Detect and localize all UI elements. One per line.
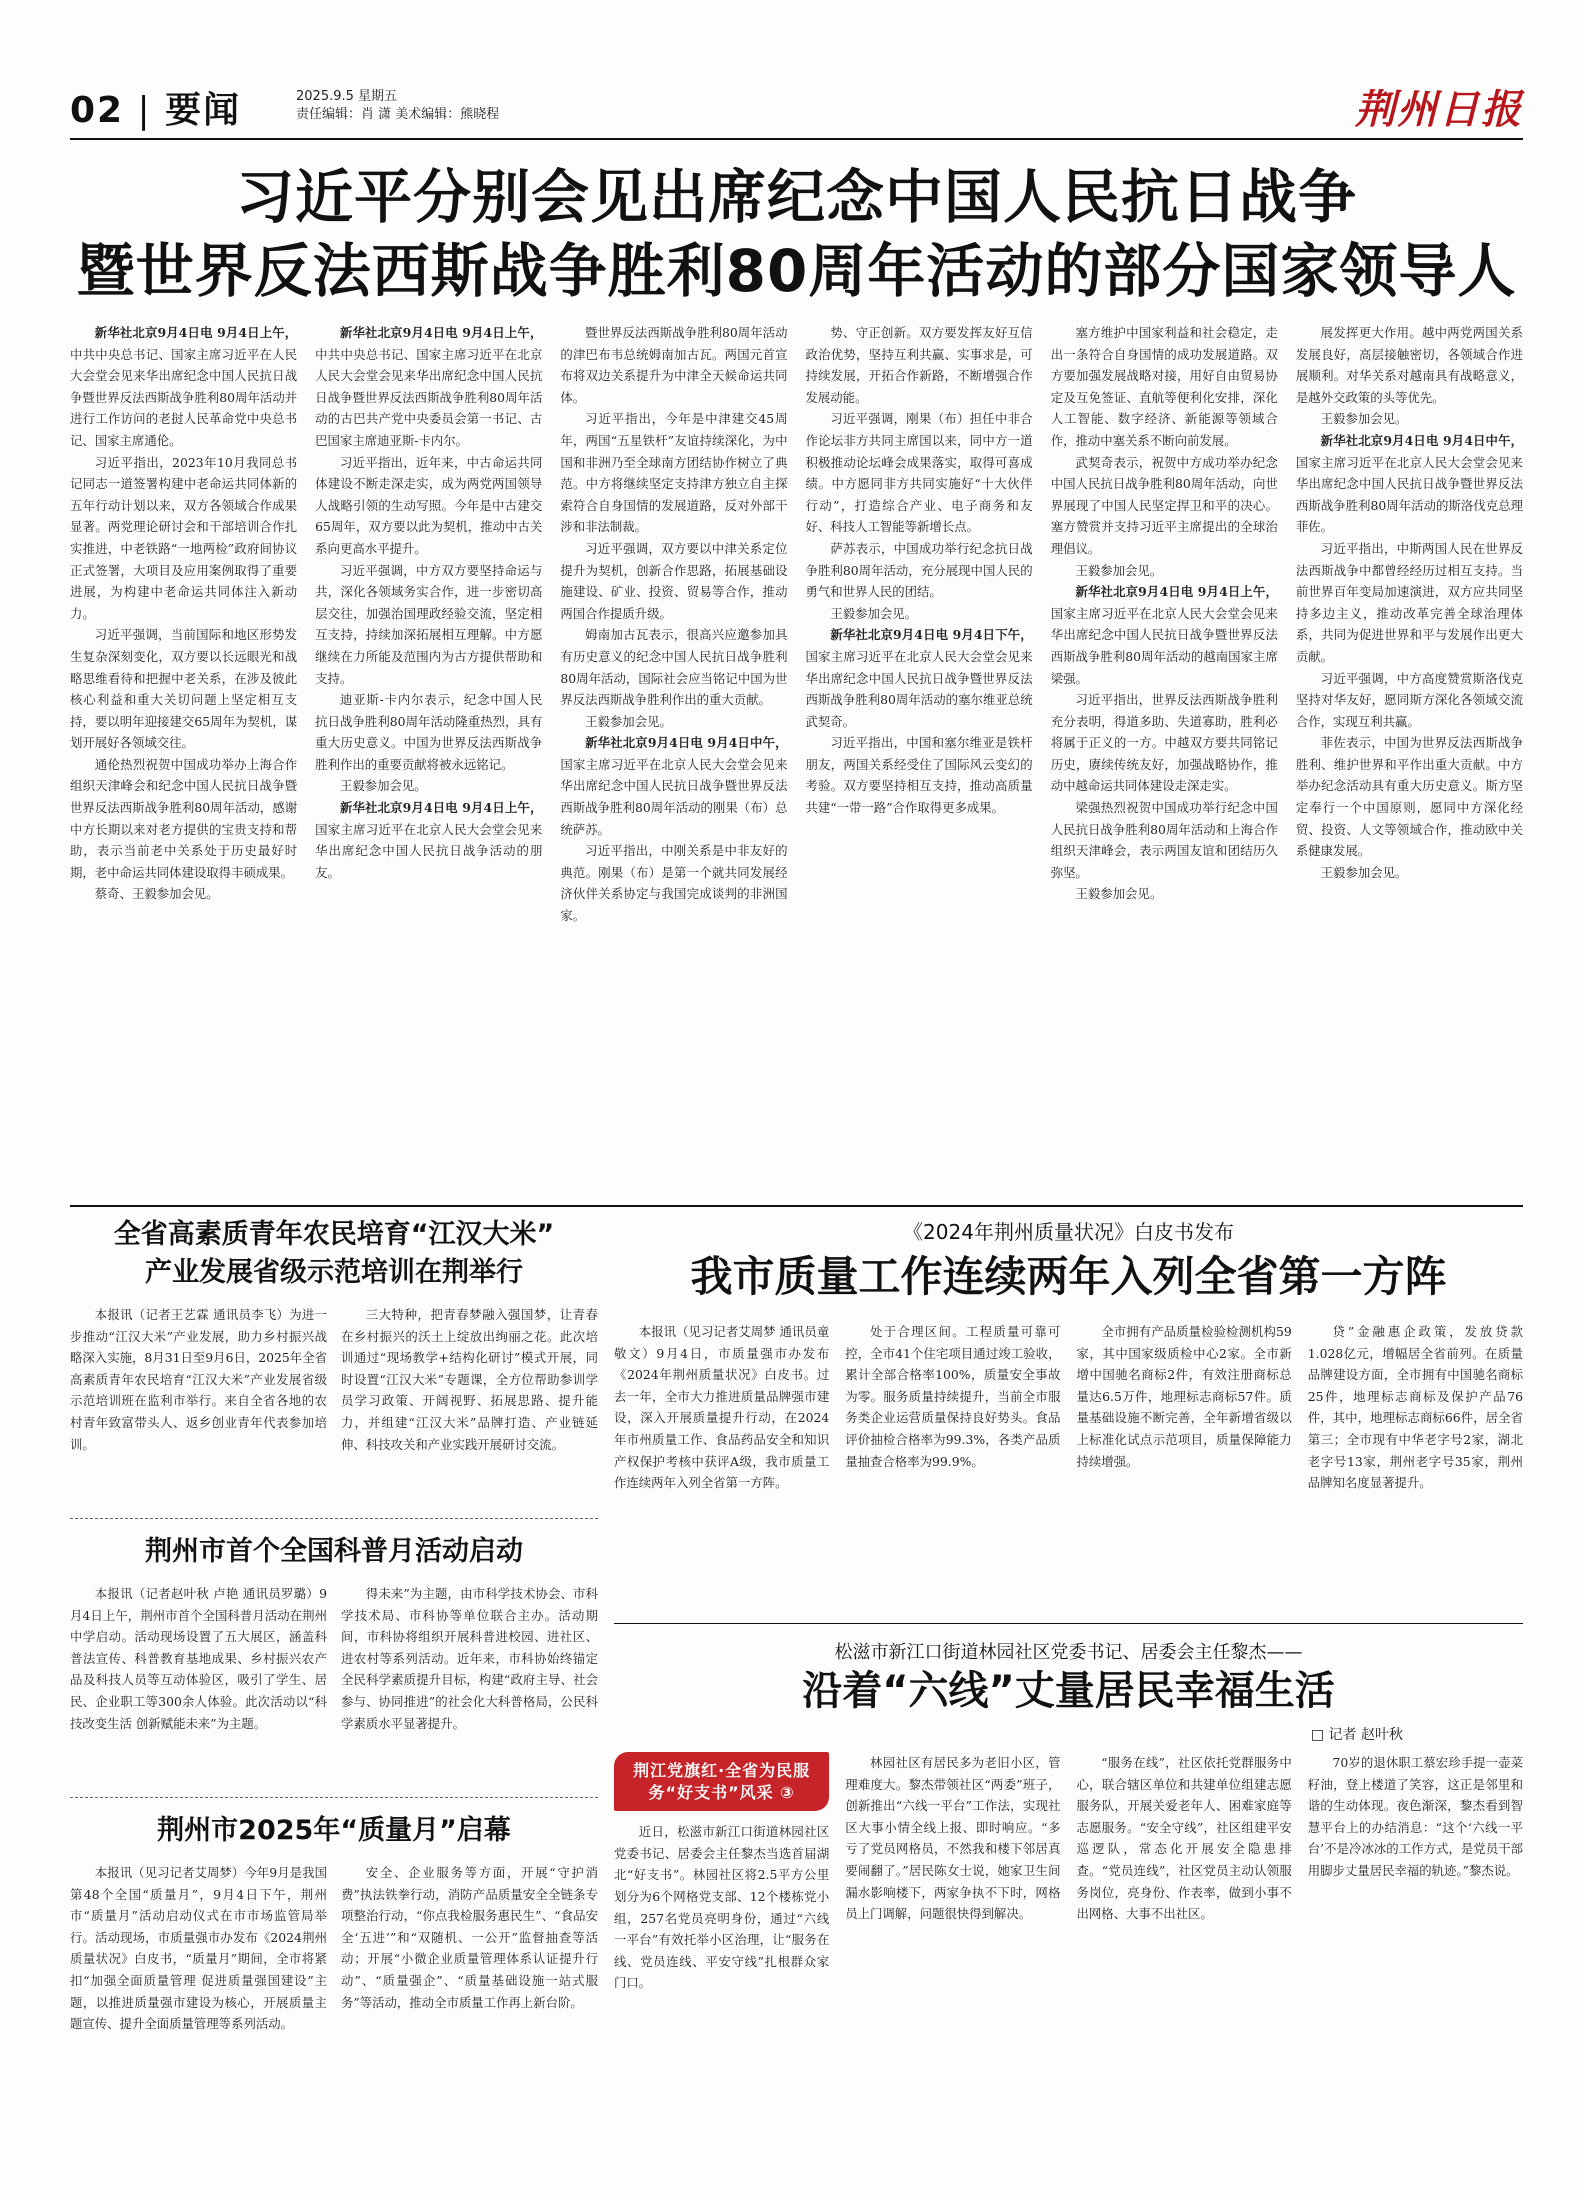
page-section-label: 02 | 要闻 [70, 90, 242, 131]
issue-info [296, 88, 499, 124]
story-body [614, 1752, 1523, 2182]
story-column [341, 1583, 598, 1783]
page-number: 02 [70, 90, 125, 131]
paragraph: 新华社北京9月4日电 9月4日下午，国家主席习近平在北京人民大会堂会见来华出席纪念中国人民抗日战争暨世界反法西斯战争胜利80周年活动的塞尔维亚总统武契奇。 [805, 627, 1033, 729]
story-headline: 荆州市首个全国科普月活动启动 [145, 1536, 523, 1567]
story-column [1077, 1321, 1292, 1601]
paragraph: 通伦热烈祝贺中国成功举办上海合作组织天津峰会和纪念中国人民抗日战争暨世界反法西斯战争胜利80周年活动，感谢中方长期以来对老方提供的宝贵支持和帮助，表示当前老中关系处于历史最好时期，老中命运共同体建设取得丰硕成果。 [70, 756, 298, 880]
paragraph: 王毅参加会见。 [585, 713, 672, 729]
paragraph: 新华社北京9月4日电 9月4日上午，中共中央总书记、国家主席习近平在北京人民大会堂会见来华出席纪念中国人民抗日战争暨世界反法西斯战争胜利80周年活动的古巴共产党中央委员会第一书记、古巴国家主席迪亚斯-卡内尔。 [315, 325, 543, 448]
paragraph: “服务在线”，社区依托党群服务中心，联合辖区单位和共建单位组建志愿服务队，开展关爱老年人、困难家庭等志愿服务。“安全守线”，社区组建平安巡逻队，常态化开展安全隐患排查。“党员连线”，社区党员主动认领服务岗位，亮身份、作表率，做到小事不出网格、大事不出社区。 [1076, 1755, 1292, 1922]
paragraph: 姆南加古瓦表示，很高兴应邀参加具有历史意义的纪念中国人民抗日战争胜利80周年活动，国际社会应当铭记中国为世界反法西斯战争胜利作出的重大贡献。 [560, 627, 788, 708]
story-column [614, 1321, 829, 1601]
lead-headline-line-1: 习近平分别会见出席纪念中国人民抗日战争 [235, 163, 1357, 231]
lead-column-5 [1051, 322, 1278, 1197]
paragraph: 塞方维护中国家利益和社会稳定，走出一条符合自身国情的成功发展道路。双方要加强发展战略对接，用好自由贸易协定及互免签证、直航等便利化安排，深化人工智能、数字经济、新能源等领域合作，推动中塞关系不断向前发展。 [1050, 325, 1278, 448]
paragraph: 王毅参加会见。 [1320, 411, 1408, 427]
paragraph: 贷”金融惠企政策，发放贷款1.028亿元，增幅居全省前列。在质量品牌建设方面，全市拥有中国驰名商标25件，地理标志商标及保护产品76件，其中，地理标志商标66件，居全省第三；全市现有中华老字号2家，湖北老字号13家，荆州老字号35家，荆州品牌知名度显著提升。 [1307, 1324, 1523, 1491]
story-column [341, 1304, 598, 1504]
paragraph: 习近平指出，中刚关系是中非友好的典范。刚果（布）是第一个就共同发展经济伙伴关系协定与我国完成谈判的非洲国家。 [560, 843, 788, 924]
paragraph: 处于合理区间。工程质量可靠可控，全市41个住宅项目通过竣工验收，累计全部合格率100%，质量安全事故为零。服务质量持续提升，当前全市服务类企业运营质量保持良好势头。食品评价抽检合格率为99.3%，各类产品质量抽查合格率为99.9%。 [845, 1324, 1061, 1469]
paragraph: 暨世界反法西斯战争胜利80周年活动的津巴布韦总统姆南加古瓦。两国元首宣布将双边关系提升为中津全天候命运共同体。 [560, 325, 788, 405]
paragraph: 习近平指出，世界反法西斯战争胜利充分表明，得道多助、失道寡助，胜利必将属于正义的一方。中越双方要共同铭记历史，赓续传统友好，加强战略协作，推动中越命运共同体建设走深走实。 [1050, 692, 1278, 794]
section-rule [70, 1205, 1523, 1207]
paragraph: 势、守正创新。双方要发挥友好互信政治优势，坚持互利共赢、实事求是，可持续发展，开拓合作新路，不断增强合作发展动能。 [805, 325, 1033, 405]
reporter-byline: □ 记者 赵叶秋 [1310, 1727, 1403, 1743]
lead-column-1 [70, 322, 297, 1197]
story-headline [70, 1216, 598, 1292]
paragraph: 王毅参加会见。 [1075, 886, 1163, 902]
story-community [614, 1638, 1523, 2182]
paragraph: 本报讯（记者赵叶秋 卢艳 通讯员罗璐）9月4日上午，荆州市首个全国科普月活动在荆州中学启动。活动现场设置了五大展区，涵盖科普法宣传、科普教育基地成果、乡村振兴农产品及科技人员等互动体验区，吸引了学生、居民、企业职工等300余人体验。此次活动以“科技改变生活 创新赋能未来”为主题。 [70, 1586, 327, 1731]
story-body [614, 1321, 1523, 1601]
story-column [845, 1752, 1060, 2182]
story-headline: 沿着“六线”丈量居民幸福生活 [802, 1668, 1335, 1714]
paragraph: 武契奇表示，祝贺中方成功举办纪念中国人民抗日战争胜利80周年活动，向世界展现了中国人民坚定捍卫和平的决心。塞方赞赏并支持习近平主席提出的全球治理倡议。 [1050, 454, 1278, 556]
paragraph: 习近平指出，今年是中津建交45周年，两国“五星铁杆”友谊持续深化，为中国和非洲乃至全球南方团结协作树立了典范。中方将继续坚定支持津方独立自主探索符合自身国情的发展道路，反对外部干涉和非法制裁。 [560, 411, 788, 535]
paragraph: 安全、企业服务等方面，开展“守护消费”执法铁拳行动，消防产品质量安全全链条专项整治行动，“你点我检服务惠民生”、“食品安全‘五进’”和“双随机、一公开”监督抽查等活动；开展“小微企业质量管理体系认证提升行动”、“质量强企”、“质量基础设施一站式服务”等活动，推动全市质量工作再上新台阶。 [341, 1865, 598, 2010]
paragraph: 习近平指出，2023年10月我同总书记同志一道签署构建中老命运共同体新的五年行动计划以来，双方各领域合作成果显著。两党理论研讨会和干部培训合作扎实推进，中老铁路“一地两检”政府间协议正式签署，大项目及应用案例取得了重要进展，为构建中老命运共同体注入新动力。 [70, 454, 298, 621]
story-column [70, 1304, 327, 1504]
story-body [70, 1304, 598, 1504]
right-news-column [614, 1216, 1523, 2182]
story-divider [614, 1623, 1523, 1624]
paragraph: 本报讯（见习记者艾周梦 通讯员童敬文）9月4日，市质量强市办发布《2024年荆州质量状况》白皮书。过去一年，全市大力推进质量品牌强市建设，深入开展质量提升行动，在2024年市州质量工作、食品药品安全和知识产权保护考核中获评A级，我市质量工作连续两年入列全省第一方阵。 [614, 1324, 830, 1491]
paragraph: 新华社北京9月4日电 9月4日中午，国家主席习近平在北京人民大会堂会见来华出席纪念中国人民抗日战争暨世界反法西斯战争胜利80周年活动的斯洛伐克总理菲佐。 [1295, 432, 1524, 535]
story-headline: 我市质量工作连续两年入列全省第一方阵 [690, 1252, 1447, 1301]
story-column [1308, 1752, 1523, 2182]
paragraph: 新华社北京9月4日电 9月4日上午，国家主席习近平在北京人民大会堂会见来华出席纪念中国人民抗日战争活动的朋友。 [315, 800, 543, 880]
paragraph: 萨苏表示，中国成功举行纪念抗日战争胜利80周年活动，充分展现中国人民的勇气和世界人民的团结。 [805, 540, 1033, 600]
paragraph: 习近平强调，双方要以中津关系定位提升为契机，创新合作思路，拓展基础设施建设、矿业、投资、贸易等合作，推动两国合作提质升级。 [560, 540, 788, 621]
header-rule [70, 138, 1523, 140]
story-column [70, 1862, 327, 2112]
lead-headline [70, 160, 1523, 308]
editor-credits: 责任编辑：肖 潇 美术编辑：熊晓程 [296, 107, 500, 122]
paragraph: 王毅参加会见。 [1075, 562, 1163, 578]
story-column [614, 1752, 829, 2182]
paragraph: 迪亚斯-卡内尔表示，纪念中国人民抗日战争胜利80周年活动隆重热烈，具有重大历史意义。中国为世界反法西斯战争胜利作出的重要贡献将被永远铭记。 [315, 692, 543, 772]
paragraph: 林园社区有居民多为老旧小区，管理难度大。黎杰带领社区“两委”班子，创新推出“六线一平台”工作法，实现社区大事小情全线上报、即时响应。“多亏了党员网格员，不然我和楼下邻居真要闹翻了。”居民陈女士说，她家卫生间漏水影响楼下，两家争执不下时，网格员上门调解，问题很快得到解决。 [845, 1755, 1061, 1922]
paragraph: 习近平强调，中方高度赞赏斯洛伐克坚持对华友好，愿同斯方深化各领域交流合作，实现互利共赢。 [1295, 670, 1524, 729]
story-kicker: 《2024年荆州质量状况》白皮书发布 [903, 1220, 1234, 1244]
story-farmers [70, 1216, 598, 1504]
story-headline: 荆州市2025年“质量月”启幕 [157, 1815, 511, 1846]
paragraph: 菲佐表示，中国为世界反法西斯战争胜利、维护世界和平作出重大贡献。中方举办纪念活动具有重大历史意义。斯方坚定奉行一个中国原则，愿同中方深化经贸、投资、人文等领域合作，推动欧中关系健康发展。 [1295, 735, 1524, 859]
headline-line-1: 全省高素质青年农民培育“江汉大米” [113, 1219, 555, 1250]
paragraph: 习近平指出，近年来，中古命运共同体建设不断走深走实，成为两党两国领导人战略引领的生动写照。今年是中古建交65周年，双方要以此为契机，推动中古关系向更高水平提升。 [315, 454, 543, 556]
paragraph: 新华社北京9月4日电 9月4日上午，中共中央总书记、国家主席习近平在人民大会堂会见来华出席纪念中国人民抗日战争暨世界反法西斯战争胜利80周年活动并进行工作访问的老挝人民革命党中央总书记、国家主席通伦。 [70, 325, 298, 448]
lead-story-body [70, 322, 1523, 1197]
lead-column-4 [806, 322, 1033, 1197]
paragraph: 习近平强调，中方双方要坚持命运与共，深化各领域务实合作，进一步密切高层交往，加强治国理政经验交流，坚定相互支持，持续加深拓展相互理解。中方愿继续在力所能及范围内为古方提供帮助和支持。 [315, 562, 543, 686]
story-column [1077, 1752, 1292, 2182]
story-science-month [70, 1533, 598, 1783]
paragraph: 蔡奇、王毅参加会见。 [94, 886, 219, 902]
paragraph: 习近平指出，中斯两国人民在世界反法西斯战争中都曾经经历过相互支持。当前世界百年变局加速演进，双方应共同坚持多边主义，推动改革完善全球治理体系，共同为促进世界和平与发展作出更大贡献。 [1295, 540, 1524, 664]
story-body [70, 1583, 598, 1783]
series-banner: 荆江党旗红·全省为民服务“好支书”风采 ③ [614, 1752, 829, 1811]
lead-column-3 [560, 322, 787, 1197]
paragraph: 三大特种，把青春梦融入强国梦，让青春在乡村振兴的沃土上绽放出绚丽之花。此次培训通过“现场教学+结构化研讨”模式开展，同时设置“江汉大米”专题课，全方位帮助参训学员学习政策、开阔视野、拓展思路、提升能力，并组建“江汉大米”品牌打造、产业链延伸、科技攻关和产业实践开展研讨交流。 [341, 1307, 598, 1452]
paragraph: 习近平强调，刚果（布）担任中非合作论坛非方共同主席国以来，同中方一道积极推动论坛峰会成果落实，取得可喜成绩。中方愿同非方共同实施好“十大伙伴行动”，打造综合产业、电子商务和友好、科技人工智能等新增长点。 [805, 411, 1033, 535]
story-kicker: 松滋市新江口街道林园社区党委书记、居委会主任黎杰—— [834, 1642, 1303, 1663]
left-news-column [70, 1216, 598, 2146]
paragraph: 70岁的退休职工蔡宏珍手提一壶菜籽油，登上楼道了笑容，这正是邻里和谐的生动体现。夜色渐深，黎杰看到智慧平台上的办结消息：“这个‘六线一平台’不是冷冰冰的工作方式，是党员干部用脚步丈量居民幸福的轨迹。”黎杰说。 [1307, 1755, 1523, 1878]
paragraph: 本报讯（见习记者艾周梦）今年9月是我国第48个全国“质量月”，9月4日下午，荆州市“质量月”活动启动仪式在市市场监管局举行。活动现场，市质量强市办发布《2024荆州质量状况》白皮书，“质量月”期间，全市将紧扣“加强全面质量管理 促进质量强国建设”主题，以推进质量强市建设为核心，开展质量主题宣传、提升全面质量管理等系列活动。 [70, 1865, 327, 2032]
paragraph: 王毅参加会见。 [830, 605, 918, 621]
paragraph: 梁强热烈祝贺中国成功举行纪念中国人民抗日战争胜利80周年活动和上海合作组织天津峰会，表示两国友谊和团结历久弥坚。 [1050, 800, 1278, 880]
issue-date: 2025.9.5 星期五 [296, 89, 398, 104]
newspaper-logo: 荆州日报 [1355, 86, 1523, 133]
paragraph: 得未来”为主题，由市科学技术协会、市科学技术局、市科协等单位联合主办。活动期间，市科协将组织开展科普进校园、进社区、进农村等系列活动。近年来，市科协始终锚定全民科学素质提升目标，构建“政府主导、社会参与、协同推进”的社会化大科普格局，公民科学素质水平显著提升。 [341, 1586, 598, 1731]
story-column [1308, 1321, 1523, 1601]
paragraph: 近日，松滋市新江口街道林园社区党委书记、居委会主任黎杰当选首届湖北“好支书”。林园社区将2.5平方公里划分为6个网格党支部、12个楼栋党小组，257名党员亮明身份，通过“六线一平台”有效托举小区治理，让“服务在线、党员连线、平安守线”扎根群众家门口。 [614, 1824, 830, 1991]
story-column [845, 1321, 1060, 1601]
masthead [70, 82, 1523, 142]
paragraph: 新华社北京9月4日电 9月4日上午，国家主席习近平在北京人民大会堂会见来华出席纪念中国人民抗日战争暨世界反法西斯战争胜利80周年活动的越南国家主席梁强。 [1050, 584, 1278, 686]
story-column [341, 1862, 598, 2112]
headline-line-2: 产业发展省级示范培训在荆举行 [145, 1257, 523, 1288]
story-divider [70, 1518, 598, 1519]
lead-column-2 [315, 322, 542, 1197]
paragraph: 王毅参加会见。 [339, 778, 427, 794]
paragraph: 展发挥更大作用。越中两党两国关系发展良好，高层接触密切，各领域合作进展顺利。对华关系对越南具有战略意义，是越外交政策的头等优先。 [1295, 325, 1524, 405]
lead-headline-line-2: 暨世界反法西斯战争胜利80周年活动的部分国家领导人 [76, 237, 1517, 305]
story-quality-month [70, 1812, 598, 2112]
section-name: 要闻 [165, 90, 242, 131]
paragraph: 王毅参加会见。 [1320, 864, 1408, 880]
paragraph: 新华社北京9月4日电 9月4日中午，国家主席习近平在北京人民大会堂会见来华出席纪念中国人民抗日战争暨世界反法西斯战争胜利80周年活动的刚果（布）总统萨苏。 [560, 735, 788, 837]
paragraph: 习近平指出，中国和塞尔维亚是铁杆朋友，两国关系经受住了国际风云变幻的考验。双方要坚持相互支持，推动高质量共建“一带一路”合作取得更多成果。 [805, 735, 1033, 816]
story-column [70, 1583, 327, 1783]
paragraph: 全市拥有产品质量检验检测机构59家，其中国家级质检中心2家。全市新增中国驰名商标2件，有效注册商标总量达6.5万件，地理标志商标57件。质量基础设施不断完善，全年新增省级以上标准化试点示范项目，质量保障能力持续增强。 [1076, 1324, 1292, 1469]
paragraph: 习近平强调，当前国际和地区形势发生复杂深刻变化，双方要以长远眼光和战略思维看待和把握中老关系，在涉及彼此核心利益和重大关切问题上坚定相互支持，要以明年迎接建交65周年为契机，谋划开展好各领域交往。 [70, 627, 298, 751]
story-divider [70, 1797, 598, 1798]
paragraph: 本报讯（记者王艺霖 通讯员李飞）为进一步推动“江汉大米”产业发展，助力乡村振兴战略深入实施，8月31日至9月6日，2025年全省高素质青年农民培育“江汉大米”产业发展省级示范培训班在监利市举行。来自全省各地的农村青年致富带头人、返乡创业青年代表参加培训。 [70, 1307, 327, 1452]
lead-column-6 [1296, 322, 1523, 1197]
story-body [70, 1862, 598, 2112]
story-whitepaper [614, 1216, 1523, 1601]
